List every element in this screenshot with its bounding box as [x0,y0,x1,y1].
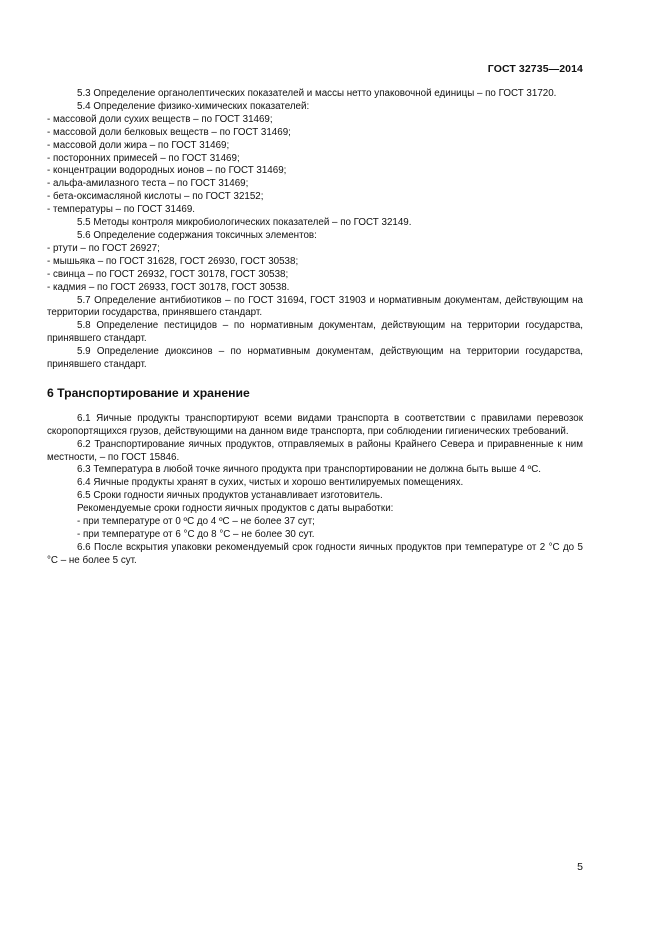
list-item: - при температуре от 6 °С до 8 °С – не более 30 сут. [77,529,315,540]
paragraph: 6.2 Транспортирование яичных продуктов, отправляемых в районы Крайнего Севера и приравненные к ним местности, – по ГОСТ 15846. [47,438,583,463]
page-header: ГОСТ 32735—2014 [487,63,583,75]
paragraph: 5.4 Определение физико-химических показателей: [77,100,310,112]
list-item: - кадмия – по ГОСТ 26933, ГОСТ 30178, ГОСТ 30538. [47,281,290,293]
paragraph: 5.3 Определение органолептических показателей и массы нетто упаковочной единицы – по ГОСТ 31720. [77,88,557,99]
list-item: - массовой доли белковых веществ – по ГОСТ 31469; [47,126,291,138]
list-item: - мышьяка – по ГОСТ 31628, ГОСТ 26930, ГОСТ 30538; [47,255,299,267]
list-item: - альфа-амилазного теста – по ГОСТ 31469; [47,178,249,190]
list-item: - массовой доли жира – по ГОСТ 31469; [47,139,230,151]
list-item: - при температуре от 0 ºС до 4 ºС – не более 37 сут; [77,516,315,528]
list-item: - посторонних примесей – по ГОСТ 31469; [47,152,240,164]
paragraph: 6.1 Яичные продукты транспортируют всеми видами транспорта в соответствии с правилами перевозок скоропортящихся грузов, действующими на данном виде транспорта, при соблюдении гигиенических требований. [47,412,583,437]
section-6-list [47,413,583,568]
list-item: - свинца – по ГОСТ 26932, ГОСТ 30178, ГОСТ 30538; [47,268,289,280]
list-item: - массовой доли сухих веществ – по ГОСТ 31469; [47,113,273,125]
document-body [47,88,583,568]
paragraph: 5.5 Методы контроля микробиологических показателей – по ГОСТ 32149. [77,217,412,229]
section-6-heading: 6 Транспортирование и хранение [47,385,250,400]
paragraph: 6.3 Температура в любой точке яичного продукта при транспортировании не должна быть выше 4 ºС. [77,464,542,476]
section-5-list [47,88,583,372]
paragraph: 5.7 Определение антибиотиков – по ГОСТ 31694, ГОСТ 31903 и нормативным документам, действующим на территории государства, принявшего стандарт. [47,294,583,319]
list-item: - ртути – по ГОСТ 26927; [47,242,160,254]
list-item: - бета-оксимасляной кислоты – по ГОСТ 32152; [47,191,264,203]
page-number: 5 [577,861,583,873]
paragraph: Рекомендуемые сроки годности яичных продуктов с даты выработки: [77,503,394,515]
list-item: - концентрации водородных ионов – по ГОСТ 31469; [47,165,287,177]
paragraph: 5.9 Определение диоксинов – по нормативным документам, действующим на территории государства, принявшего стандарт. [47,346,583,371]
paragraph: 5.6 Определение содержания токсичных элементов: [77,229,317,241]
paragraph: 6.4 Яичные продукты хранят в сухих, чистых и хорошо вентилируемых помещениях. [77,477,464,489]
paragraph: 6.6 После вскрытия упаковки рекомендуемый срок годности яичных продуктов при температуре от 2 °С до 5 °С – не более 5 сут. [47,541,583,566]
paragraph: 6.5 Сроки годности яичных продуктов устанавливает изготовитель. [77,490,383,502]
list-item: - температуры – по ГОСТ 31469. [47,204,196,216]
paragraph: 5.8 Определение пестицидов – по нормативным документам, действующим на территории государства, принявшего стандарт. [47,320,583,345]
